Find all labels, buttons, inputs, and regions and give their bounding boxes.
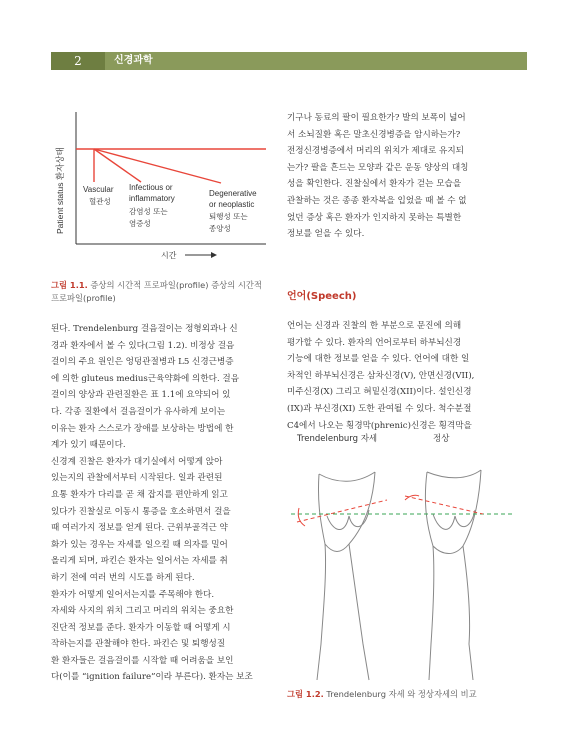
section-heading-speech: 언어(Speech) xyxy=(287,291,357,302)
degenerative-curve xyxy=(94,149,221,183)
body-text-line: 된다. Trendelenburg 걸음걸이는 정형외과나 신 xyxy=(51,324,238,334)
body-text-line: 신경계 진찰은 환자가 대기실에서 어떻게 앉아 xyxy=(51,456,223,467)
left-body-text xyxy=(51,321,266,686)
degenerative-label-en-1: Degenerative xyxy=(209,189,257,198)
normal-title: 정상 xyxy=(433,434,450,444)
body-text-line: 에 의한 gluteus medius근육약화에 의한다. 걸음 xyxy=(51,373,240,384)
figure-1-1-caption xyxy=(51,279,266,305)
degenerative-label-ko-1: 퇴행성 또는 xyxy=(209,212,248,221)
right-top-text xyxy=(287,110,515,243)
body-text-line: 환 환자들은 걸음걸이를 시작할 때 어려움을 보인 xyxy=(51,655,234,666)
y-axis-label: Patient status 환자상태 xyxy=(55,147,65,234)
body-text-line: 진단적 정보를 준다. 환자가 이동할 때 어떻게 시 xyxy=(51,622,231,633)
body-text-line: 차적인 하부뇌신경은 삼차신경(V), 안면신경(VII), xyxy=(287,370,475,381)
infectious-label-ko-2: 염증성 xyxy=(129,219,151,228)
figure-1-2 xyxy=(287,432,517,684)
body-text-line: 작하는지를 관찰해야 한다. 파킨슨 및 퇴행성질 xyxy=(51,639,226,650)
body-text-line: 올리게 되며, 파킨슨 환자는 일어서는 자세를 취 xyxy=(51,556,228,567)
figure-1-1-caption-text: 증상의 시간적 프로파일(profile) 증상의 시간적 프로파일(profile) xyxy=(51,280,262,303)
tilt-line-left xyxy=(297,500,387,522)
body-text-line: 경과 환자에서 볼 수 있다(그림 1.2). 비정상 걸음 xyxy=(51,340,235,351)
body-text-line: 기능에 대한 정보를 얻을 수 있다. 언어에 대한 일 xyxy=(287,354,470,365)
body-text-line: (IX)과 부신경(XI) 도한 관여될 수 있다. 척수분절 xyxy=(287,403,472,414)
figure-1-2-caption-label: 그림 1.2. xyxy=(287,689,324,699)
chapter-title: 신경과학 xyxy=(114,55,153,66)
right-figure-buttocks xyxy=(433,510,475,529)
tilt-arrow-left xyxy=(298,508,305,526)
body-text-line: 언어는 신경과 진찰의 한 부분으로 문진에 의해 xyxy=(287,321,462,331)
body-text-line: 관찰하는 것은 종종 환자복을 입었을 때 볼 수 없 xyxy=(287,195,467,206)
degenerative-label-ko-2: 종양성 xyxy=(209,224,231,233)
body-text-line: 요통 환자가 다리를 곧 채 잡지를 편안하게 읽고 xyxy=(51,489,228,500)
body-text-line: 성을 확인한다. 진찰실에서 환자가 걷는 모습을 xyxy=(287,179,462,190)
figure-1-2-caption xyxy=(287,688,517,701)
body-text-line: 하기 전에 여러 번의 시도를 하게 된다. xyxy=(51,572,195,583)
body-text-line: 있다가 진찰실로 이동시 통증을 호소하면서 걸을 xyxy=(51,506,231,517)
body-text-line: 계가 있기 때문이다. xyxy=(51,440,126,451)
body-text-line: 걸이의 주요 원인은 엉덩관절병과 L5 신경근병증 xyxy=(51,357,234,368)
body-text-line: 다(이를 “ignition failure”이라 부른다). 환자는 보조 xyxy=(51,672,253,683)
body-text-line: 자세와 사지의 위치 그리고 머리의 위치는 중요한 xyxy=(51,606,234,617)
body-text-line: 는가? 팔을 흔드는 모양과 같은 운동 양상의 대칭 xyxy=(287,162,469,173)
body-text-line: 있는지의 관찰에서부터 시작된다. 일과 관련된 xyxy=(51,473,223,484)
vascular-label-ko: 혈관성 xyxy=(89,197,111,206)
time-arrow-head xyxy=(211,252,217,258)
infectious-label-en-2: inflammatory xyxy=(129,194,175,203)
body-text-line: 환자가 어떻게 일어서는지를 주목해야 한다. xyxy=(51,589,215,600)
speech-paragraph xyxy=(287,318,515,434)
infectious-label-en-1: Infectious or xyxy=(129,183,173,192)
figure-1-2-caption-text: Trendelenburg 자세 와 정상자세의 비교 xyxy=(326,689,477,699)
body-text-line: 정보를 얻을 수 있다. xyxy=(287,229,365,240)
body-text-line: 서 소뇌질환 혹은 말초신경병증을 암시하는가? xyxy=(287,129,461,140)
posture-illustration xyxy=(287,444,517,684)
left-figure-outline xyxy=(317,472,375,680)
body-text-line: 었던 증상 혹은 환자가 인지하지 못하는 특별한 xyxy=(287,212,462,223)
tilt-line-right xyxy=(405,496,483,514)
page-number: 2 xyxy=(51,52,105,70)
vascular-label-en: Vascular xyxy=(83,185,114,194)
body-text-line: 전정신경병증에서 머리의 위치가 제대로 유지되 xyxy=(287,146,464,157)
right-figure-outline xyxy=(425,470,481,680)
infectious-curve xyxy=(94,149,141,182)
figure-1-1-caption-label: 그림 1.1. xyxy=(51,280,88,290)
trendelenburg-title: Trendelenburg 자세 xyxy=(297,434,378,444)
degenerative-label-en-2: or neoplastic xyxy=(209,200,255,209)
body-text-line: C4에서 나오는 횡경막(phrenic)신경은 횡격막을 xyxy=(287,420,472,431)
body-text-line: 이유는 환자 스스로가 장애를 보상하는 방법에 한 xyxy=(51,423,234,434)
body-text-line: 평가할 수 있다. 환자의 언어로부터 하부뇌신경 xyxy=(287,337,462,348)
body-text-line: 걸이의 양상과 관련질환은 표 1.1에 요약되어 있 xyxy=(51,390,231,401)
body-text-line: 화가 있는 경우는 자세를 일으킬 때 의자를 밀어 xyxy=(51,539,228,550)
body-text-line: 미주신경(X) 그리고 혀밑신경(XII)이다. 설인신경 xyxy=(287,387,472,398)
x-axis-label: 시간 xyxy=(161,251,177,260)
body-text-line: 다. 각종 질환에서 걸음걸이가 유사하게 보이는 xyxy=(51,406,226,417)
body-text-line: 때 여러가지 정보를 얻게 된다. 근위부골격근 약 xyxy=(51,523,228,534)
infectious-label-ko-1: 감염성 또는 xyxy=(129,207,168,216)
figure-1-1 xyxy=(51,108,281,270)
body-text-line: 기구나 동료의 팔이 필요한가? 발의 보폭이 넓어 xyxy=(287,113,466,123)
